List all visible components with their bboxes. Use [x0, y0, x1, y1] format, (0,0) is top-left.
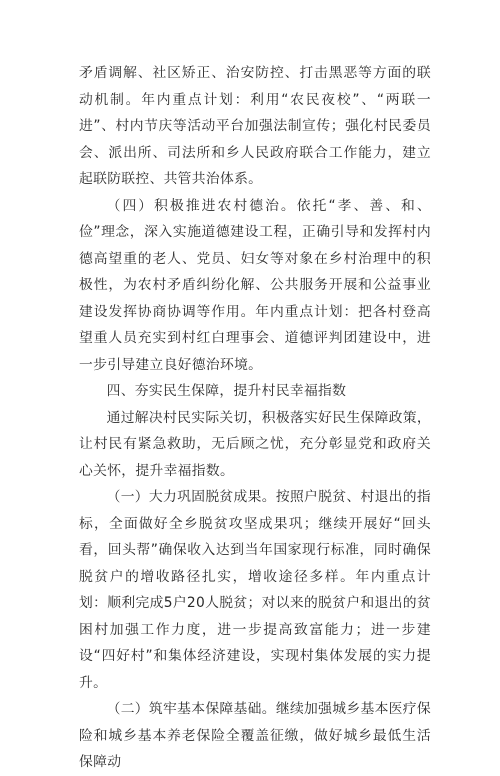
- paragraph-livelihood-intro: 通过解决村民实际关切，积极落实好民生保障政策，让村民有紧急救助，无后顾之忧，充分彰显党和政府关心关怀，提升幸福指数。: [79, 409, 431, 479]
- paragraph-basic-security: （二）筑牢基本保障基础。继续加强城乡基本医疗保险和城乡基本养老保险全覆盖征缴，做好城乡最低生活保障动: [79, 701, 431, 770]
- paragraph-rule-of-virtue: （四）积极推进农村德治。依托“孝、善、和、俭”理念，深入实施道德建设工程，正确引导和发挥村内德高望重的老人、党员、妇女等对象在乡村治理中的积极性，为农村矛盾纠纷化解、公共服务开展和公益事业建设发挥协商协调等作用。年内重点计划：把各村登高望重人员充实到村红白理事会、道德评判团建设中，进一步引导建立良好德治环境。: [79, 197, 431, 373]
- paragraph-poverty-results: （一）大力巩固脱贫成果。按照户脱贫、村退出的指标，全面做好全乡脱贫攻坚成果巩；继续开展好“回头看，回头帮”确保收入达到当年国家现行标准，同时确保脱贫户的增收路径扎实，增收途径多样。年内重点计划：顺利完成5户20人脱贫；对以来的脱贫户和退出的贫困村加强工作力度，进一步提高致富能力；进一步建设“四好村”和集体经济建设，实现村集体发展的实力提升。: [79, 489, 431, 691]
- section-heading-livelihood: 四、夯实民生保障，提升村民幸福指数: [106, 383, 347, 399]
- paragraph-continued: 矛盾调解、社区矫正、治安防控、打击黑恶等方面的联动机制。年内重点计划：利用“农民夜校”、“两联一进”、村内节庆等活动平台加强法制宣传；强化村民委员会、派出所、司法所和乡人民政府联合工作能力，建立起联防联控、共管共治体系。: [79, 65, 431, 187]
- document-body: [79, 60, 431, 776]
